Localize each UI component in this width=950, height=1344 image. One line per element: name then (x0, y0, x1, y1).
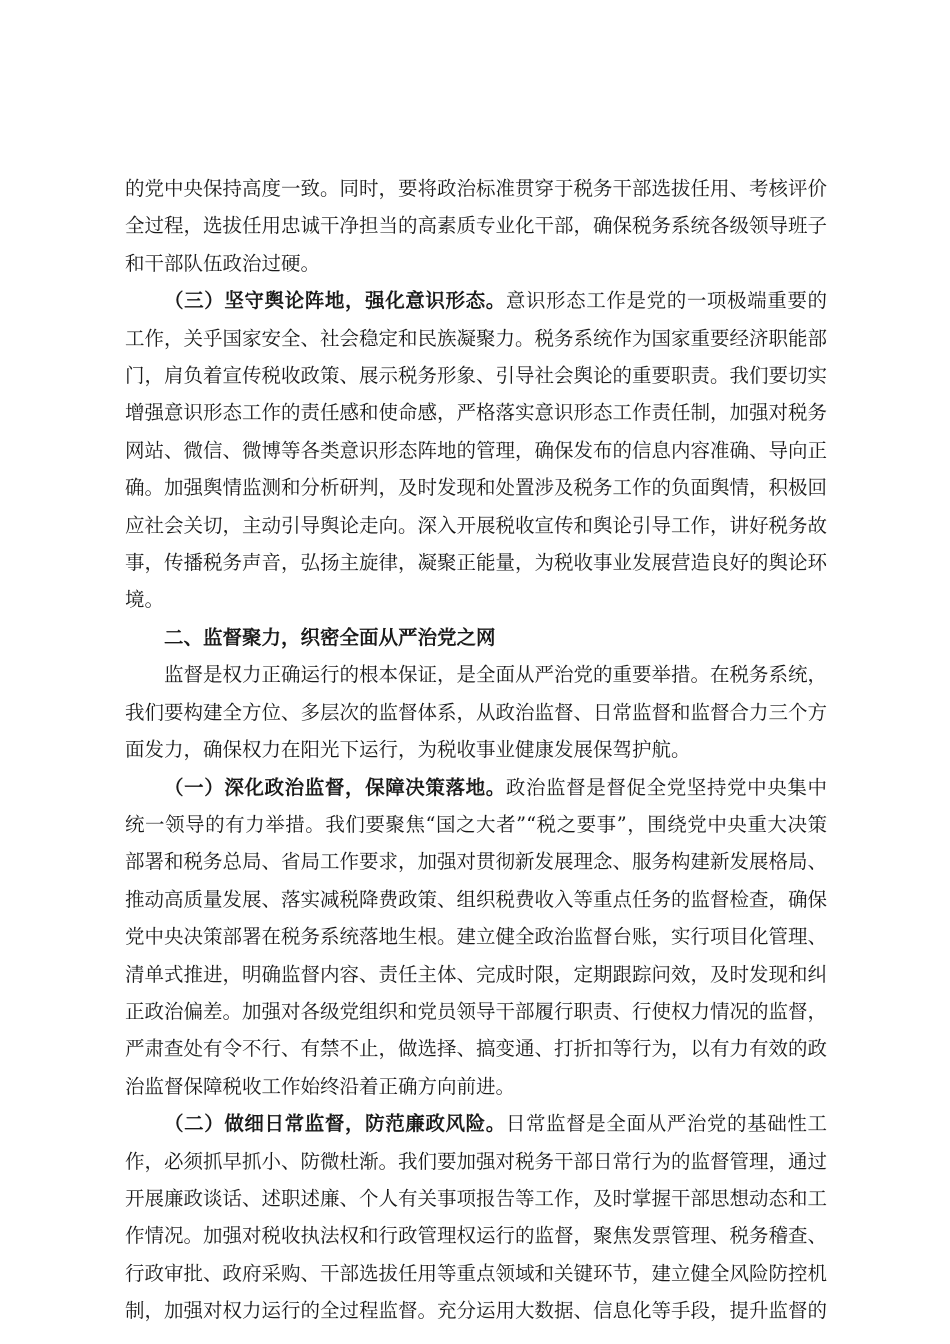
paragraph-supervision-intro (125, 656, 827, 768)
paragraph-text: 的党中央保持高度一致。同时，要将政治标准贯穿于税务干部选拔任用、考核评价全过程，选拔任用忠诚干净担当的高素质专业化干部，确保税务系统各级领导班子和干部队伍政治过硬。 (125, 177, 828, 275)
document-page (125, 170, 827, 1330)
paragraph-text: 监督是权力正确运行的根本保证，是全面从严治党的重要举措。在税务系统，我们要构建全方位、多层次的监督体系，从政治监督、日常监督和监督合力三个方面发力，确保权力在阳光下运行，为税收事业健康发展保驾护航。 (125, 663, 828, 762)
paragraph-text: 日常监督是全面从严治党的基础性工作，必须抓早抓小、防微杜渐。我们要加强对税务干部日常行为的监督管理，通过开展廉政谈话、述职述廉、个人有关事项报告等工作，及时掌握干部思想动态和工作情况。加强对税收执法权和行政管理权运行的监督，聚焦发票管理、税务稽查、行政审批、政府采购、干部选拔任用等重点领域和关键环节，建立健全风险防控机制，加强对权力运行的全过程监督。充分运用大数据、信息化等手段，提升监督的 (125, 1112, 828, 1323)
paragraph-lead-heading: （一）深化政治监督，保障决策落地。 (164, 775, 506, 799)
paragraph-public-opinion (125, 282, 827, 619)
paragraph-lead-heading: （二）做细日常监督，防范廉政风险。 (164, 1112, 506, 1136)
paragraph-continuation (125, 170, 827, 282)
paragraph-daily-supervision (125, 1105, 827, 1329)
paragraph-lead-heading: （三）坚守舆论阵地，强化意识形态。 (164, 289, 506, 313)
paragraph-text: 政治监督是督促全党坚持党中央集中统一领导的有力举措。我们要聚焦“国之大者”“税之要事”，围绕党中央重大决策部署和税务总局、省局工作要求，加强对贯彻新发展理念、服务构建新发展格局、推动高质量发展、落实减税降费政策、组织税费收入等重点任务的监督检查，确保党中央决策部署在税务系统落地生根。建立健全政治监督台账，实行项目化管理、清单式推进，明确监督内容、责任主体、完成时限，定期跟踪问效，及时发现和纠正政治偏差。加强对各级党组织和党员领导干部履行职责、行使权力情况的监督，严肃查处有令不行、有禁不止，做选择、搞变通、打折扣等行为，以有力有效的政治监督保障税收工作始终沿着正确方向前进。 (125, 775, 828, 1098)
paragraph-political-supervision (125, 769, 827, 1106)
paragraph-text: 意识形态工作是党的一项极端重要的工作，关乎国家安全、社会稳定和民族凝聚力。税务系统作为国家重要经济职能部门，肩负着宣传税收政策、展示税务形象、引导社会舆论的重要职责。我们要切实增强意识形态工作的责任感和使命感，严格落实意识形态工作责任制，加强对税务网站、微信、微博等各类意识形态阵地的管理，确保发布的信息内容准确、导向正确。加强舆情监测和分析研判，及时发现和处置涉及税务工作的负面舆情，积极回应社会关切，主动引导舆论走向。深入开展税收宣传和舆论引导工作，讲好税务故事，传播税务声音，弘扬主旋律，凝聚正能量，为税收事业发展营造良好的舆论环境。 (125, 289, 828, 612)
section-heading-supervision: 二、监督聚力，织密全面从严治党之网 (164, 625, 496, 649)
